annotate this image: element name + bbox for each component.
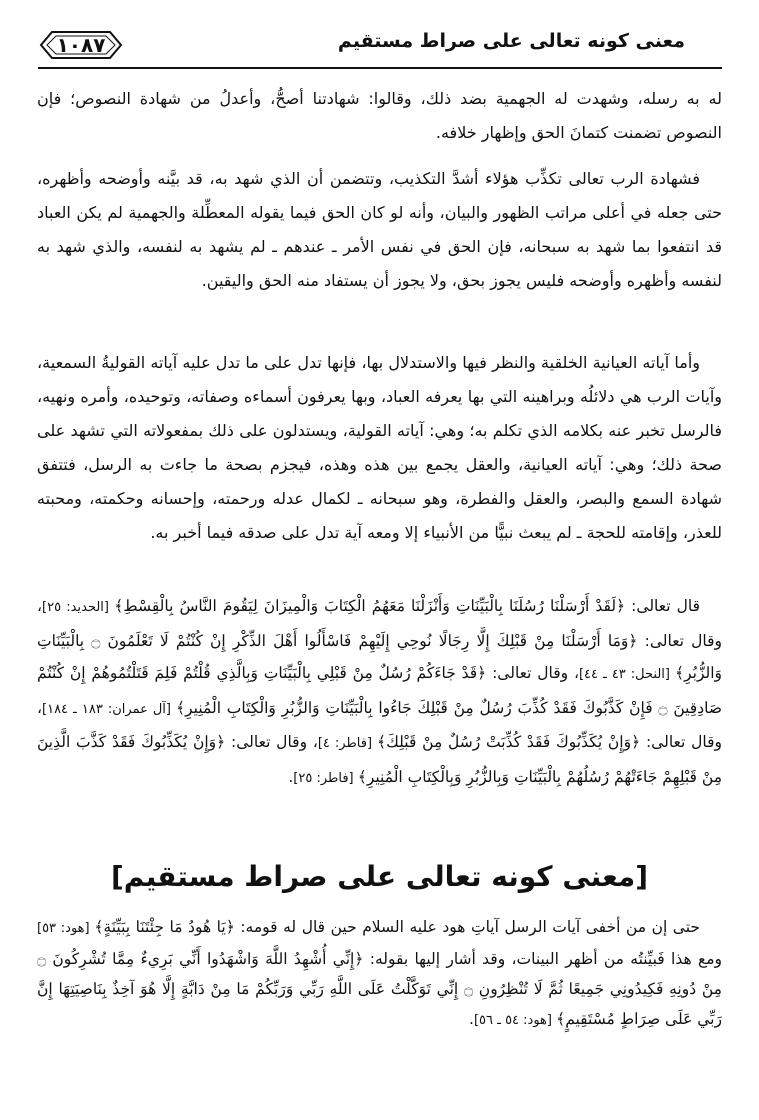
- quran-citations-block: [37, 590, 722, 801]
- quran-verse: ﴿وَمَا أَرْسَلْنَا مِنْ قَبْلِكَ إِلَّا رِجَالًا نُوحِي إِلَيْهِمْ فَاسْأَلُوا أَهْلَ الذِّكْرِ إِنْ كُنْتُمْ لَا تَعْلَمُونَ ۝ بِالْبَيِّنَاتِ وَالزُّبُرِ﴾: [37, 631, 723, 682]
- section-heading: [معنى كونه تعالى على صراط مستقيم]: [110, 860, 649, 893]
- text-segment: ، وقال تعالى:: [37, 597, 722, 650]
- verse-citation: [الحديد: ٢٥]: [42, 600, 115, 615]
- paragraph-block-3: [37, 346, 722, 556]
- paragraph-block-2: [37, 162, 722, 304]
- quran-verse: ﴿وَإِنْ يُكَذِّبُوكَ فَقَدْ كَذَّبَ الَّذِينَ مِنْ قَبْلِهِمْ جَاءَتْهُمْ رُسُلُهُمْ بِالْبَيِّنَاتِ وَبِالزُّبُرِ وَبِالْكِتَابِ الْمُنِيرِ﴾: [37, 733, 722, 786]
- quran-verse: ﴿يَا هُودُ مَا جِئْتَنَا بِبَيِّنَةٍ﴾: [94, 918, 235, 936]
- quran-verse: ﴿لَقَدْ أَرْسَلْنَا رُسُلَنَا بِالْبَيِّنَاتِ وَأَنْزَلْنَا مَعَهُمُ الْكِتَابَ وَالْمِيزَانَ لِيَقُومَ النَّاسُ بِالْقِسْطِ﴾: [114, 597, 626, 615]
- verse-citation: [النحل: ٤٣ ـ ٤٤]: [578, 667, 675, 682]
- text-segment: ، وقال تعالى:: [37, 698, 722, 751]
- text-segment: .: [469, 1010, 474, 1028]
- verse-citation: [هود: ٥٣]: [37, 921, 95, 936]
- text-segment: ، وقال تعالى:: [486, 664, 579, 682]
- verse-citation: [هود: ٥٤ ـ ٥٦]: [473, 1013, 557, 1028]
- page-number: ١٠٨٧: [56, 33, 106, 57]
- quran-verse: ﴿إِنِّي أُشْهِدُ اللَّهَ وَاشْهَدُوا أَنِّي بَرِيءٌ مِمَّا تُشْرِكُونَ ۝ مِنْ دُونِهِ فَكِيدُونِي جَمِيعًا ثُمَّ لَا تُنْظِرُونِ ۝ إِنِّي تَوَكَّلْتُ عَلَى اللَّهِ رَبِّي وَرَبِّكُمْ مَا مِنْ دَابَّةٍ إِلَّا هُوَ آخِذٌ بِنَاصِيَتِهَا إِنَّ رَبِّي عَلَى صِرَاطٍ مُسْتَقِيمٍ﴾: [37, 950, 722, 1028]
- verse-citation: [فاطر: ٤]: [317, 736, 378, 751]
- section-paragraph: [37, 912, 722, 1036]
- running-title: معنى كونه تعالى على صراط مستقيم: [337, 30, 685, 52]
- quran-verse: ﴿قَدْ جَاءَكُمْ رُسُلٌ مِنْ قَبْلِي بِالْبَيِّنَاتِ وَبِالَّذِي قُلْتُمْ فَلِمَ قَتَلْتُمُوهُمْ إِنْ كُنْتُمْ صَادِقِينَ ۝ فَإِنْ كَذَّبُوكَ فَقَدْ كُذِّبَ رُسُلٌ مِنْ قَبْلِكَ جَاءُوا بِالْبَيِّنَاتِ وَالزُّبُرِ وَالْكِتَابِ الْمُنِيرِ﴾: [37, 664, 722, 717]
- verse-citation: [فاطر: ٢٥]: [293, 770, 358, 786]
- quran-verse: ﴿وَإِنْ يُكَذِّبُوكَ فَقَدْ كُذِّبَتْ رُسُلٌ مِنْ قَبْلِكَ﴾: [377, 733, 641, 751]
- paragraph: فشهادة الرب تعالى تكذِّب هؤلاء أشدَّ التكذيب، وتتضمن أن الذي شهد به، قد بيَّنه وأوضحه وأظهره، حتى جعله في أعلى مراتب الظهور والبيان، وأنه لو كان الحق فيما يقوله المعطِّلة والجهمية لم يكن العباد قد انتفعوا بما شهد به سبحانه، فإن الحق في نفس الأمر ـ عندهم ـ لم يشهد به لنفسه، والذي شهد به لنفسه وأظهره وأوضحه فليس يجوز بحق، ولا يجوز أن يستفاد منه الحق واليقين.: [37, 169, 722, 290]
- text-segment: ومع هذا فَبيِّنتُه من أظهر البينات، وقد أشار إليها بقوله:: [363, 950, 722, 968]
- paragraph: له به رسله، وشهدت له الجهمية بضد ذلك، وقالوا: شهادتنا أصحُّ، وأعدلُ من شهادة النصوص؛ فإن النصوص تضمنت كتمانَ الحق وإظهار خلافه.: [37, 89, 722, 142]
- text-segment: .: [288, 767, 294, 786]
- header-divider: [38, 67, 722, 69]
- paragraph: وأما آياته العيانية الخلقية والنظر فيها والاستدلال بها، فإنها تدل على ما تدل عليه آياته القوليةُ السمعية، وآيات الرب هي دلائلُه وبراهينه التي بها يعرفه العباد، وبها يعرفون أسماءه وصفاته، وتوحيده، وأمره ونهيه، فالرسل تخبر عنه بكلامه الذي تكلم به؛ وهي: آياته القولية، ويستدلون على ذلك بمفعولاته التي تشهد على صحة ذلك؛ وهي: آياته العيانية، والعقل يجمع بين هذه وهذه، فيجزم بصحة ما جاءت به الرسل، فتتفق شهادة السمع والبصر، والعقل والفطرة، وهو سبحانه ـ لكمال عدله ورحمته، وإحسانه وحكمته، ومحبته للعذر، وإقامته للحجة ـ لم يبعث نبيًّا من الأنبياء إلا ومعه آية تدل على صدقه فيما أخبر به.: [37, 353, 722, 542]
- quran-paragraph: [37, 590, 722, 795]
- text-segment: ، وقال تعالى:: [225, 733, 318, 751]
- paragraph-block-1: [37, 82, 722, 156]
- text-segment: حتى إن من أخفى آيات الرسل آياتِ هود عليه السلام حين قال له قومه:: [234, 918, 700, 936]
- text-segment: قال تعالى:: [625, 597, 700, 615]
- section-body-block: [37, 912, 722, 1042]
- verse-citation: [آل عمران: ١٨٣ ـ ١٨٤]: [42, 701, 177, 717]
- page-number-badge: [38, 29, 124, 61]
